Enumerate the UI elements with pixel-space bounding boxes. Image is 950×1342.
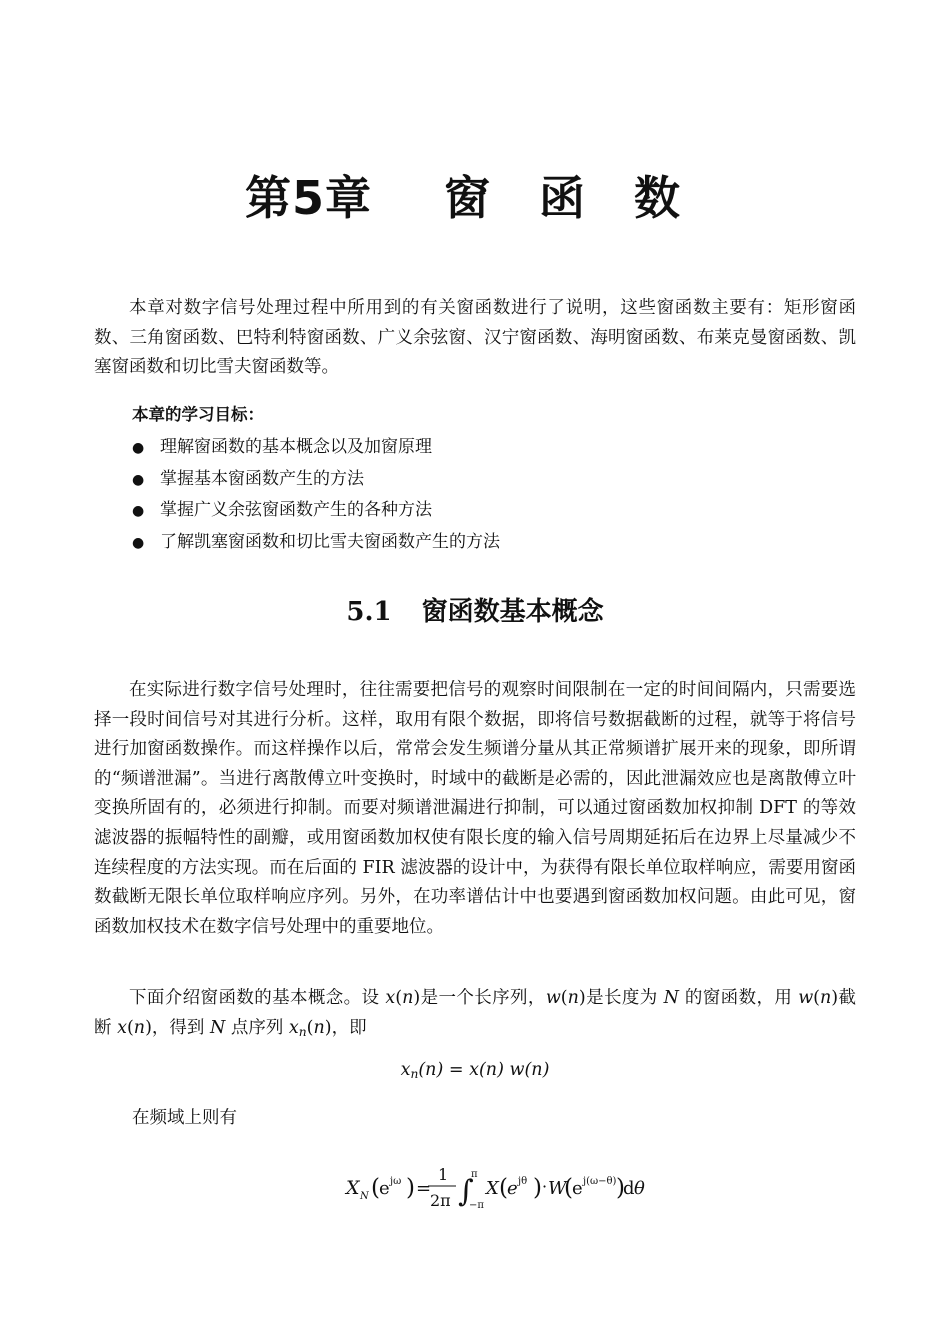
time-domain-formula: $x_n(n) = x(n)$ w(n)	[400, 1060, 550, 1082]
svg-text:(: (	[371, 1175, 380, 1201]
goal-text: 掌握广义余弦窗函数产生的各种方法	[160, 500, 432, 520]
svg-text:=: =	[416, 1178, 432, 1199]
goal-item	[132, 527, 500, 559]
svg-text:): )	[616, 1175, 625, 1201]
bullet-icon: ●	[132, 440, 145, 456]
body-paragraph: 下面介绍窗函数的基本概念。设 x(n)是一个长序列，w(n)是长度为 N 的窗函数，用 w(n)截断 x(n)，得到 N 点序列 $x_n(n)$，即	[94, 988, 856, 1039]
svg-text:N: N	[360, 1191, 369, 1202]
bullet-icon: ●	[132, 534, 145, 551]
goal-text: 了解凯塞窗函数和切比雪夫窗函数产生的方法	[160, 531, 500, 552]
svg-text:θ: θ	[634, 1178, 645, 1199]
chapter-number: 第5章	[244, 171, 372, 225]
svg-text:1: 1	[438, 1165, 449, 1184]
chapter-title-char: 窗	[444, 171, 491, 225]
svg-text:(: (	[564, 1175, 573, 1201]
svg-text:jθ: jθ	[518, 1176, 528, 1187]
goal-item	[132, 432, 500, 464]
section-number: 5.1	[346, 597, 392, 627]
section-title: 窗函数基本概念	[421, 597, 604, 627]
goal-item	[132, 495, 500, 527]
goals-heading: 本章的学习目标：	[132, 405, 264, 424]
frequency-domain-intro: 在频域上则有	[132, 1108, 237, 1128]
svg-text:e: e	[572, 1178, 583, 1199]
svg-text:X: X	[346, 1177, 360, 1199]
svg-text:jω: jω	[390, 1176, 402, 1187]
svg-text:W: W	[548, 1178, 567, 1199]
svg-text:X: X	[486, 1178, 499, 1199]
svg-text:j(ω−θ): j(ω−θ)	[583, 1176, 617, 1187]
svg-text:∫: ∫	[458, 1174, 474, 1209]
goal-text: 理解窗函数的基本概念以及加窗原理	[160, 437, 432, 457]
body-paragraph: 在实际进行数字信号处理时，往往需要把信号的观察时间限制在一定的时间间隔内，只需要选择一段时间信号对其进行分析。这样，取用有限个数据，即将信号数据截断的过程，就等于将信号进行加窗函数操作。而这样操作以后，常常会发生频谱分量从其正常频谱扩展开来的现象，即所谓的“频谱泄漏”。当进行离散傅立叶变换时，时域中的截断是必需的，因此泄漏效应也是离散傅立叶变换所固有的，必须进行抑制。而要对频谱泄漏进行抑制，可以通过窗函数加权抑制 DFT 的等效滤波器的振幅特性的副瓣，或用窗函数加权使有限长度的输入信号周期延拓后在边界上尽量减少不连续程度的方法实现。而在后面的 FIR 滤波器的设计中，为获得有限长单位取样响应，需要用窗函数截断无限长单位取样响应序列。另外，在功率谱估计中也要遇到窗函数加权问题。由此可见，窗函数加权技术在数字信号处理中的重要地位。	[94, 680, 856, 937]
svg-text:·: ·	[542, 1177, 548, 1196]
chapter-title	[0, 168, 950, 228]
svg-text:2π: 2π	[430, 1191, 451, 1210]
svg-text:e: e	[379, 1178, 390, 1199]
section-heading	[0, 592, 950, 632]
svg-text:): )	[533, 1175, 542, 1201]
svg-text:d: d	[623, 1178, 635, 1199]
svg-text:π: π	[471, 1169, 478, 1180]
chapter-title-char: 函	[539, 171, 586, 225]
svg-text:−π: −π	[469, 1200, 484, 1211]
chapter-title-char: 数	[634, 171, 681, 225]
frequency-domain-formula	[340, 1158, 660, 1218]
svg-text:e: e	[507, 1178, 518, 1199]
svg-text:(: (	[499, 1175, 508, 1201]
goal-item	[132, 464, 500, 496]
bullet-icon: ●	[132, 503, 145, 519]
svg-text:): )	[406, 1175, 415, 1201]
intro-paragraph: 本章对数字信号处理过程中所用到的有关窗函数进行了说明，这些窗函数主要有：矩形窗函数、三角窗函数、巴特利特窗函数、广义余弦窗、汉宁窗函数、海明窗函数、布莱克曼窗函数、凯塞窗函数和切比雪夫窗函数等。	[94, 298, 856, 378]
goal-text: 掌握基本窗函数产生的方法	[160, 468, 364, 489]
goals-list	[132, 432, 500, 558]
bullet-icon: ●	[132, 471, 145, 488]
